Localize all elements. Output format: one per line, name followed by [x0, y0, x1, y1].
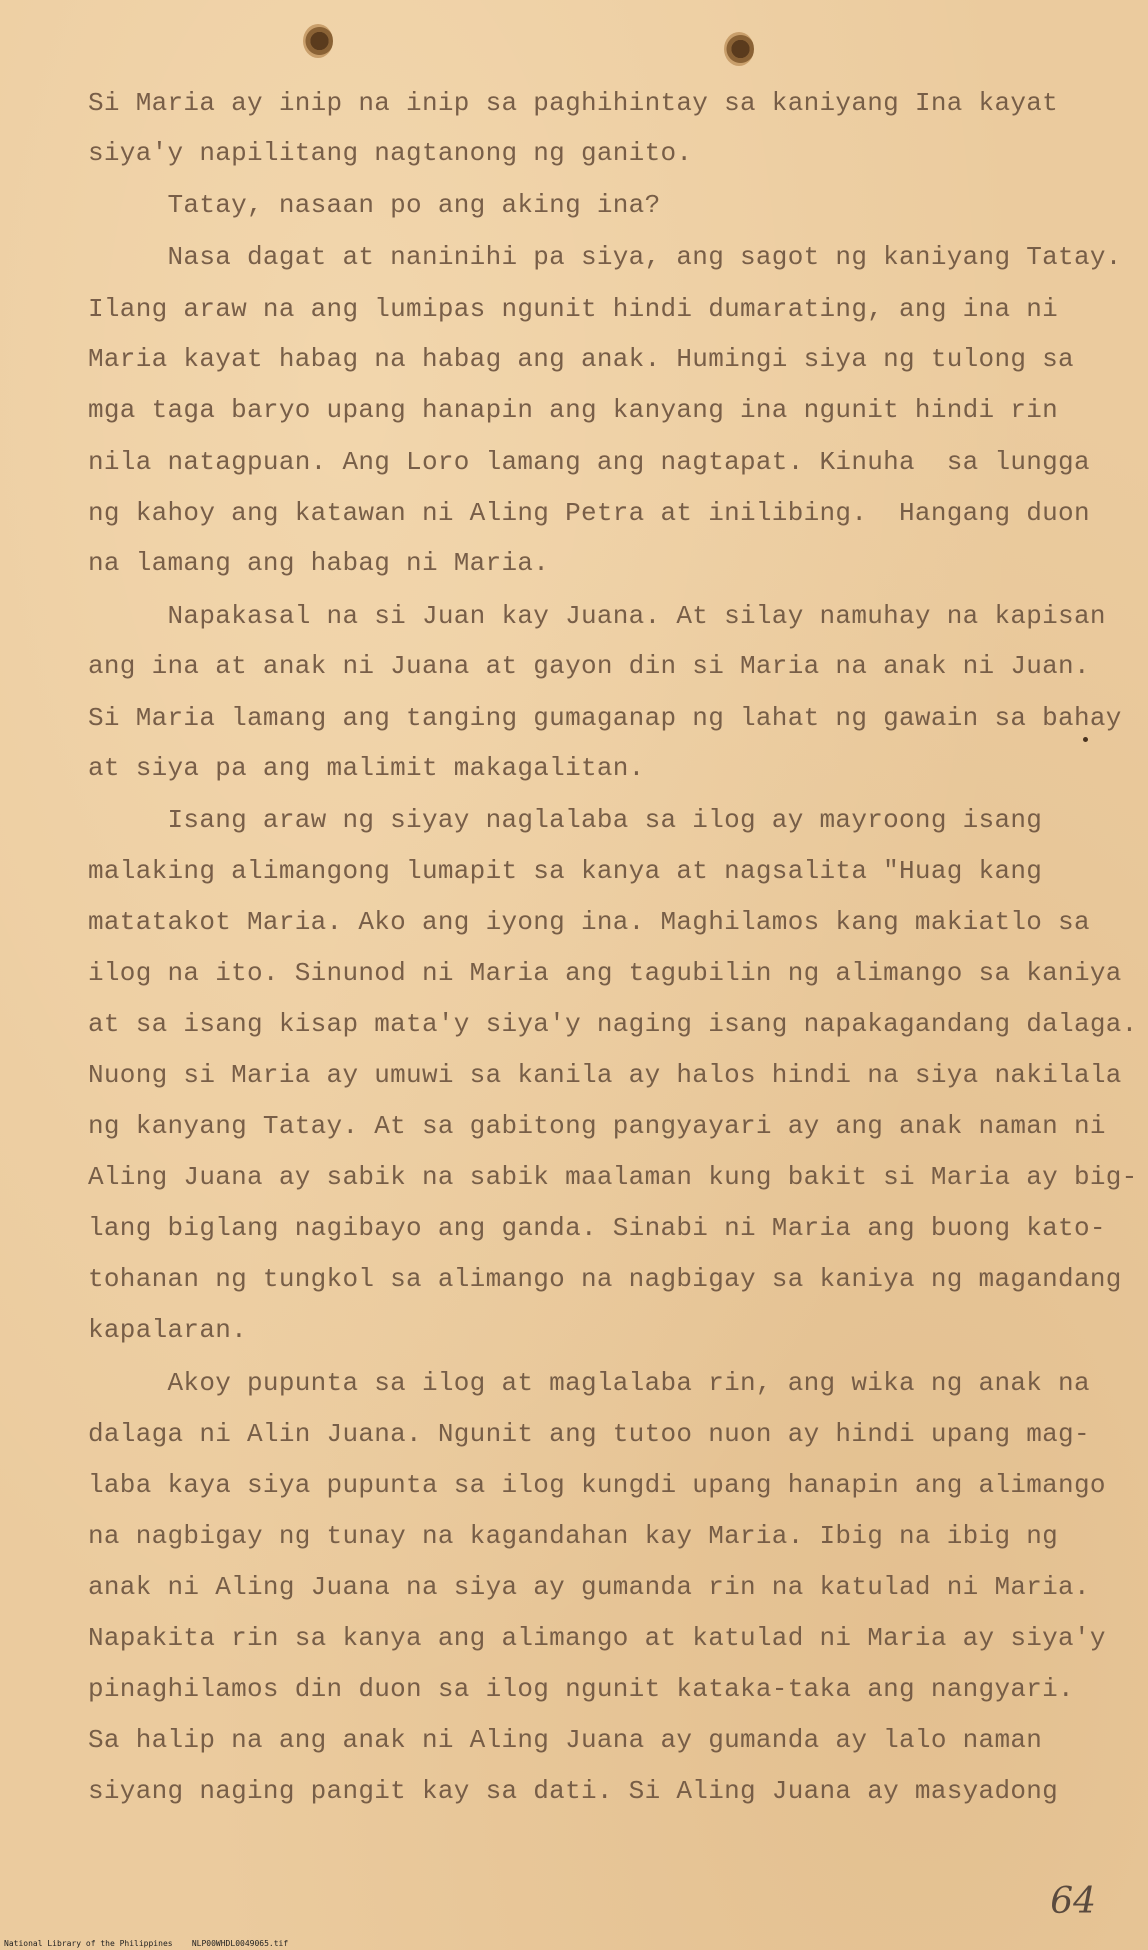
text-line: mga taga baryo upang hanapin ang kanyang ina ngunit hindi rin	[88, 395, 1059, 425]
punch-hole-left	[303, 24, 333, 58]
text-line: at siya pa ang malimit makagalitan.	[88, 753, 645, 783]
ink-speck	[1083, 737, 1088, 742]
text-line: siyang naging pangit kay sa dati. Si Aling Juana ay masyadong	[88, 1776, 1059, 1806]
text-line: lang biglang nagibayo ang ganda. Sinabi ni Maria ang buong kato-	[88, 1213, 1106, 1243]
text-line: ang ina at anak ni Juana at gayon din si Maria na anak ni Juan.	[88, 651, 1090, 681]
text-line: na nagbigay ng tunay na kagandahan kay Maria. Ibig na ibig ng	[88, 1521, 1059, 1551]
text-line: Nasa dagat at naninihi pa siya, ang sagot ng kaniyang Tatay.	[88, 242, 1122, 272]
page-number: 64	[1050, 1881, 1096, 1922]
text-line: matatakot Maria. Ako ang iyong ina. Maghilamos kang makiatlo sa	[88, 907, 1090, 937]
text-line: Si Maria ay inip na inip sa paghihintay sa kaniyang Ina kayat	[88, 88, 1059, 118]
text-line: Maria kayat habag na habag ang anak. Humingi siya ng tulong sa	[88, 344, 1074, 374]
text-line: ilog na ito. Sinunod ni Maria ang tagubilin ng alimango sa kaniya	[88, 958, 1122, 988]
text-line: Sa halip na ang anak ni Aling Juana ay gumanda ay lalo naman	[88, 1725, 1043, 1755]
text-line: Nuong si Maria ay umuwi sa kanila ay halos hindi na siya nakilala	[88, 1060, 1122, 1090]
text-line: ng kanyang Tatay. At sa gabitong pangyayari ay ang anak naman ni	[88, 1111, 1106, 1141]
text-line: at sa isang kisap mata'y siya'y naging isang napakagandang dalaga.	[88, 1009, 1138, 1039]
text-line: Isang araw ng siyay naglalaba sa ilog ay mayroong isang	[88, 805, 1043, 835]
text-line: Napakasal na si Juan kay Juana. At silay namuhay na kapisan	[88, 601, 1106, 631]
text-line: anak ni Aling Juana na siya ay gumanda rin na katulad ni Maria.	[88, 1572, 1090, 1602]
text-line: na lamang ang habag ni Maria.	[88, 548, 550, 578]
text-line: siya'y napilitang nagtanong ng ganito.	[88, 138, 693, 168]
text-line: pinaghilamos din duon sa ilog ngunit kataka-taka ang nangyari.	[88, 1674, 1074, 1704]
text-line: Akoy pupunta sa ilog at maglalaba rin, ang wika ng anak na	[88, 1368, 1090, 1398]
text-line: kapalaran.	[88, 1315, 248, 1345]
text-line: Ilang araw na ang lumipas ngunit hindi dumarating, ang ina ni	[88, 294, 1059, 324]
text-line: Si Maria lamang ang tanging gumaganap ng lahat ng gawain sa bahay	[88, 703, 1122, 733]
text-line: nila natagpuan. Ang Loro lamang ang nagtapat. Kinuha sa lungga	[88, 447, 1090, 477]
text-line: dalaga ni Alin Juana. Ngunit ang tutoo nuon ay hindi upang mag-	[88, 1419, 1090, 1449]
text-line: laba kaya siya pupunta sa ilog kungdi upang hanapin ang alimango	[88, 1470, 1106, 1500]
text-line: Tatay, nasaan po ang aking ina?	[88, 190, 661, 220]
text-line: tohanan ng tungkol sa alimango na nagbigay sa kaniya ng magandang	[88, 1264, 1122, 1294]
text-line: Aling Juana ay sabik na sabik maalaman kung bakit si Maria ay big-	[88, 1162, 1138, 1192]
archive-footer-label: National Library of the Philippines NLP00WHDL0049065.tif	[4, 1939, 289, 1948]
punch-hole-right	[724, 32, 754, 66]
text-line: Napakita rin sa kanya ang alimango at katulad ni Maria ay siya'y	[88, 1623, 1106, 1653]
text-line: ng kahoy ang katawan ni Aling Petra at inilibing. Hangang duon	[88, 498, 1090, 528]
text-line: malaking alimangong lumapit sa kanya at nagsalita "Huag kang	[88, 856, 1043, 886]
